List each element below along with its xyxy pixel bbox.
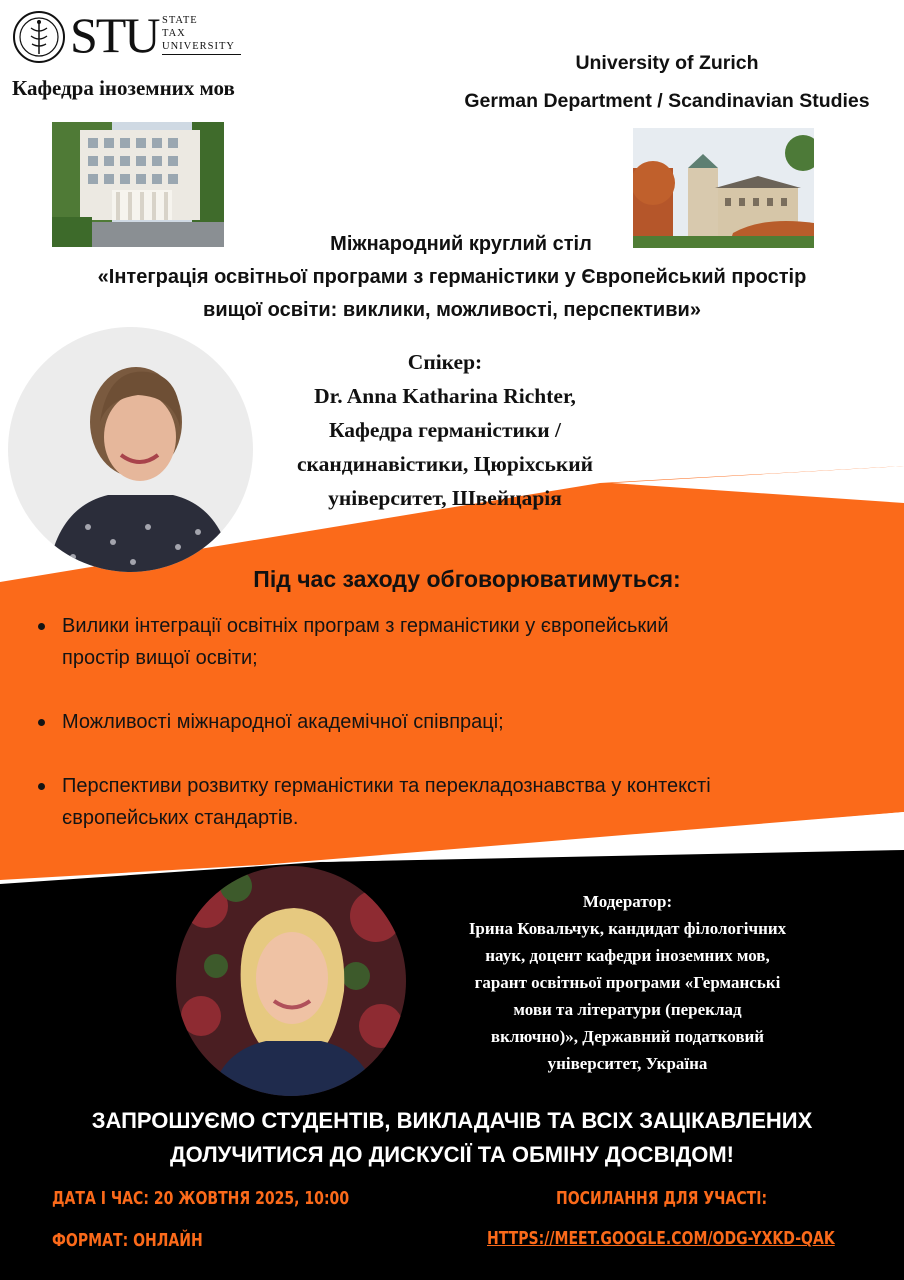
topic-3-line-1: Перспективи розвитку германістики та перекладознавства у контексті xyxy=(62,775,711,797)
department-left: Кафедра іноземних мов xyxy=(12,76,235,100)
speaker-affiliation-line-1: Кафедра германістики / xyxy=(328,418,562,442)
moderator-info xyxy=(415,888,840,1077)
invitation-banner xyxy=(0,1104,904,1172)
invitation-line-2: ДОЛУЧИТИСЯ ДО ДИСКУСІЇ ТА ОБМІНУ ДОСВІДОМ! xyxy=(169,1142,735,1167)
date-time: ДАТА І ЧАС: 20 ЖОВТНЯ 2025, 10:00 xyxy=(52,1188,350,1209)
speaker-photo xyxy=(8,327,253,572)
list-item xyxy=(36,610,866,674)
invitation-line-1: ЗАПРОШУЄМО СТУДЕНТІВ, ВИКЛАДАЧІВ ТА ВСІХ ЗАЦІКАВЛЕНИХ xyxy=(91,1108,813,1133)
topic-1-line-1: Вилики інтеграції освітніх програм з германістики у європейський xyxy=(62,615,669,637)
speaker-info xyxy=(230,345,660,515)
bullet-icon xyxy=(38,623,45,630)
moderator-heading: Модератор: xyxy=(582,892,673,911)
speaker-heading: Спікер: xyxy=(407,350,483,374)
speaker-name: Dr. Anna Katharina Richter, xyxy=(314,384,576,408)
meeting-link[interactable]: HTTPS://MEET.GOOGLE.COM/ODG-YXKD-QAK xyxy=(487,1228,835,1249)
university-seal-icon xyxy=(12,10,66,64)
topic-3-line-2: європейських стандартів. xyxy=(62,807,299,829)
logo-line-3: UNIVERSITY xyxy=(162,41,235,52)
moderator-line-5: включно)», Державний податковий xyxy=(490,1027,765,1046)
speaker-affiliation-line-2: скандинавістики, Цюріхський xyxy=(296,452,594,476)
list-item xyxy=(36,770,866,834)
partner-department: German Department / Scandinavian Studies xyxy=(464,90,870,112)
event-title-line-2: вищої освіти: виклики, можливості, перспективи» xyxy=(203,299,701,321)
logo-line-1: STATE xyxy=(162,15,198,26)
partner-university-name: University of Zurich xyxy=(575,52,759,74)
speaker-affiliation-line-3: університет, Швейцарія xyxy=(328,486,562,510)
moderator-line-1: Ірина Ковальчук, кандидат філологічних xyxy=(468,919,787,938)
logo-caption xyxy=(162,14,241,55)
logo-line-2: TAX xyxy=(162,28,186,39)
bullet-icon xyxy=(38,719,45,726)
event-title-line-1: «Інтеграція освітньої програми з германістики у Європейський простір xyxy=(97,266,807,288)
moderator-line-4: мови та літератури (переклад xyxy=(513,1000,742,1019)
logo-wordmark: STU xyxy=(70,7,159,63)
event-type: Міжнародний круглий стіл xyxy=(330,233,592,255)
moderator-line-6: університет, Україна xyxy=(547,1054,708,1073)
link-label: ПОСИЛАННЯ ДЛЯ УЧАСТІ: xyxy=(556,1188,768,1209)
partner-university xyxy=(430,44,904,120)
event-format: ФОРМАТ: ОНЛАЙН xyxy=(52,1230,203,1251)
moderator-photo xyxy=(176,866,406,1096)
moderator-line-3: гарант освітньої програми «Германські xyxy=(474,973,781,992)
moderator-line-2: наук, доцент кафедри іноземних мов, xyxy=(485,946,770,965)
topic-2-line-1: Можливості міжнародної академічної співпраці; xyxy=(62,711,504,733)
topics-list xyxy=(36,610,866,866)
list-item xyxy=(36,706,866,738)
event-heading xyxy=(0,228,904,327)
topic-1-line-2: простір вищої освіти; xyxy=(62,647,258,669)
bullet-icon xyxy=(38,783,45,790)
topics-heading: Під час заходу обговорюватимуться: xyxy=(253,566,681,592)
